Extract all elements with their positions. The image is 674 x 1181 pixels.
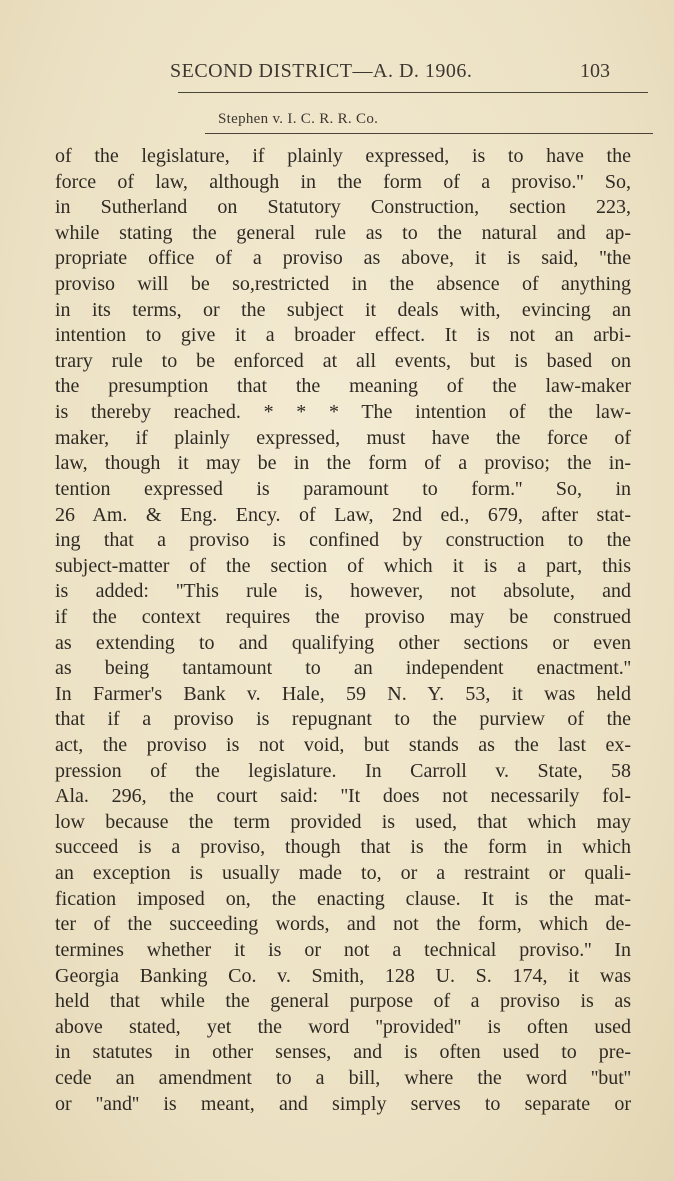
text-line: Ala. 296, the court said: ''It does not necessarily fol- <box>55 785 631 808</box>
text-line: ter of the succeeding words, and not the form, which de- <box>55 913 631 936</box>
text-line: as being tantamount to an independent enactment.'' <box>55 657 631 680</box>
text-line: law, though it may be in the form of a proviso; the in- <box>55 452 631 475</box>
text-line: while stating the general rule as to the natural and ap- <box>55 221 631 244</box>
text-line: act, the proviso is not void, but stands as the last ex- <box>55 734 631 757</box>
text-line: is added: ''This rule is, however, not absolute, and <box>55 580 631 603</box>
text-line: intention to give it a broader effect. It is not an arbi- <box>55 324 631 347</box>
text-line: In Farmer's Bank v. Hale, 59 N. Y. 53, it was held <box>55 682 631 705</box>
text-line: termines whether it is or not a technical proviso.'' In <box>55 938 631 961</box>
text-line: of the legislature, if plainly expressed, is to have the <box>55 145 631 167</box>
body-text <box>55 144 631 1117</box>
text-line: force of law, although in the form of a proviso.'' So, <box>55 170 631 193</box>
text-line: pression of the legislature. In Carroll v. State, 58 <box>55 759 631 782</box>
text-line: proviso will be so,restricted in the absence of anything <box>55 273 631 296</box>
text-line: in its terms, or the subject it deals with, evincing an <box>55 298 631 321</box>
text-line: as extending to and qualifying other sections or even <box>55 631 631 654</box>
text-line: that if a proviso is repugnant to the purview of the <box>55 708 631 731</box>
text-line: is thereby reached. * * * The intention of the law- <box>55 401 631 424</box>
text-line: maker, if plainly expressed, must have the force of <box>55 426 631 449</box>
text-line: held that while the general purpose of a proviso is as <box>55 990 631 1013</box>
text-line: cede an amendment to a bill, where the word ''but'' <box>55 1066 631 1089</box>
text-line: in statutes in other senses, and is often used to pre- <box>55 1041 631 1064</box>
text-line: low because the term provided is used, that which may <box>55 810 631 833</box>
text-line: or ''and'' is meant, and simply serves to separate or <box>55 1092 631 1115</box>
header-rule-top <box>178 92 648 93</box>
text-line: if the context requires the proviso may be construed <box>55 605 631 628</box>
text-line: ing that a proviso is confined by construction to the <box>55 529 631 552</box>
text-line: in Sutherland on Statutory Construction, section 223, <box>55 196 631 219</box>
header-rule-bottom <box>205 133 653 134</box>
text-line: tention expressed is paramount to form.'' So, in <box>55 477 631 500</box>
text-line: an exception is usually made to, or a restraint or quali- <box>55 862 631 885</box>
text-line: the presumption that the meaning of the law-maker <box>55 375 631 398</box>
text-line: Georgia Banking Co. v. Smith, 128 U. S. 174, it was <box>55 964 631 987</box>
running-head: SECOND DISTRICT—A. D. 1906. <box>170 60 473 82</box>
text-line: above stated, yet the word ''provided'' is often used <box>55 1015 631 1038</box>
text-line: propriate office of a proviso as above, it is said, ''the <box>55 247 631 270</box>
text-line: succeed is a proviso, though that is the form in which <box>55 836 631 859</box>
case-caption: Stephen v. I. C. R. R. Co. <box>218 111 379 127</box>
page-number: 103 <box>580 60 610 82</box>
text-line: 26 Am. & Eng. Ency. of Law, 2nd ed., 679, after stat- <box>55 503 631 526</box>
text-line: trary rule to be enforced at all events, but is based on <box>55 349 631 372</box>
text-line: fication imposed on, the enacting clause. It is the mat- <box>55 887 631 910</box>
text-line: subject-matter of the section of which it is a part, this <box>55 554 631 577</box>
